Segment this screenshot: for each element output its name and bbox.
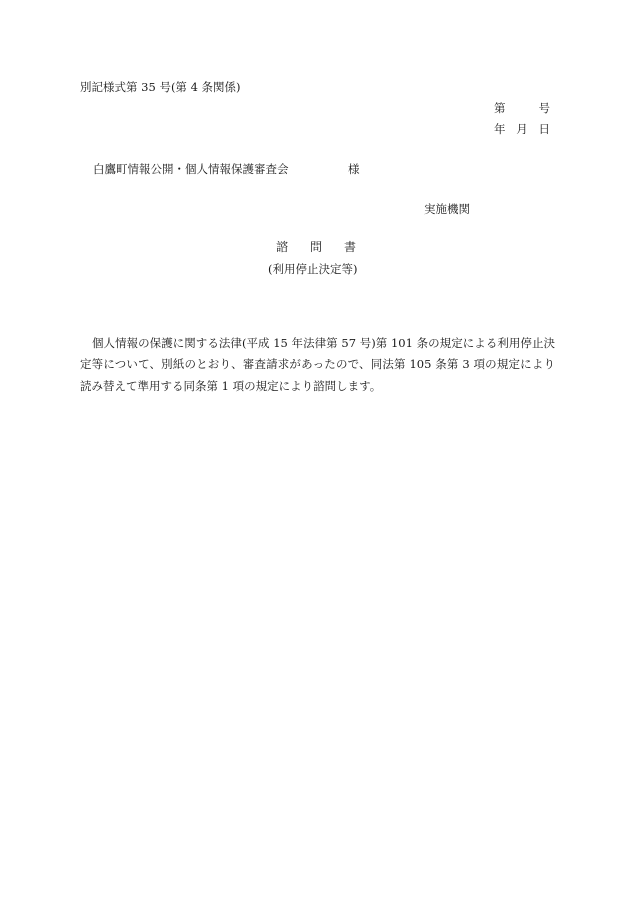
title-char: 諮 (276, 240, 289, 254)
document-number-line (494, 103, 550, 115)
addressee-honorific: 様 (348, 162, 360, 176)
date-month: 月 (516, 122, 528, 136)
addressee-name: 白鷹町情報公開・個人情報保護審査会 (93, 162, 289, 176)
number-prefix: 第 (494, 101, 506, 115)
document-date-line (494, 124, 550, 136)
document-subtitle: (利用停止決定等) (268, 262, 358, 276)
document-title (276, 241, 356, 253)
date-day: 日 (538, 122, 550, 136)
title-char: 書 (343, 240, 356, 254)
implementing-organization: 実施機関 (424, 202, 470, 216)
title-char: 問 (309, 240, 322, 254)
form-label: 別記様式第 35 号(第 4 条関係) (80, 80, 241, 94)
date-year: 年 (494, 122, 506, 136)
body-paragraph: 個人情報の保護に関する法律(平成 15 年法律第 57 号)第 101 条の規定による利用停止決定等について、別紙のとおり、審査請求があったので、同法第 105 条第 3 項の規定により読み替えて準用する同条第 1 項の規定により諮問します。 (80, 335, 555, 393)
number-suffix: 号 (538, 101, 550, 115)
